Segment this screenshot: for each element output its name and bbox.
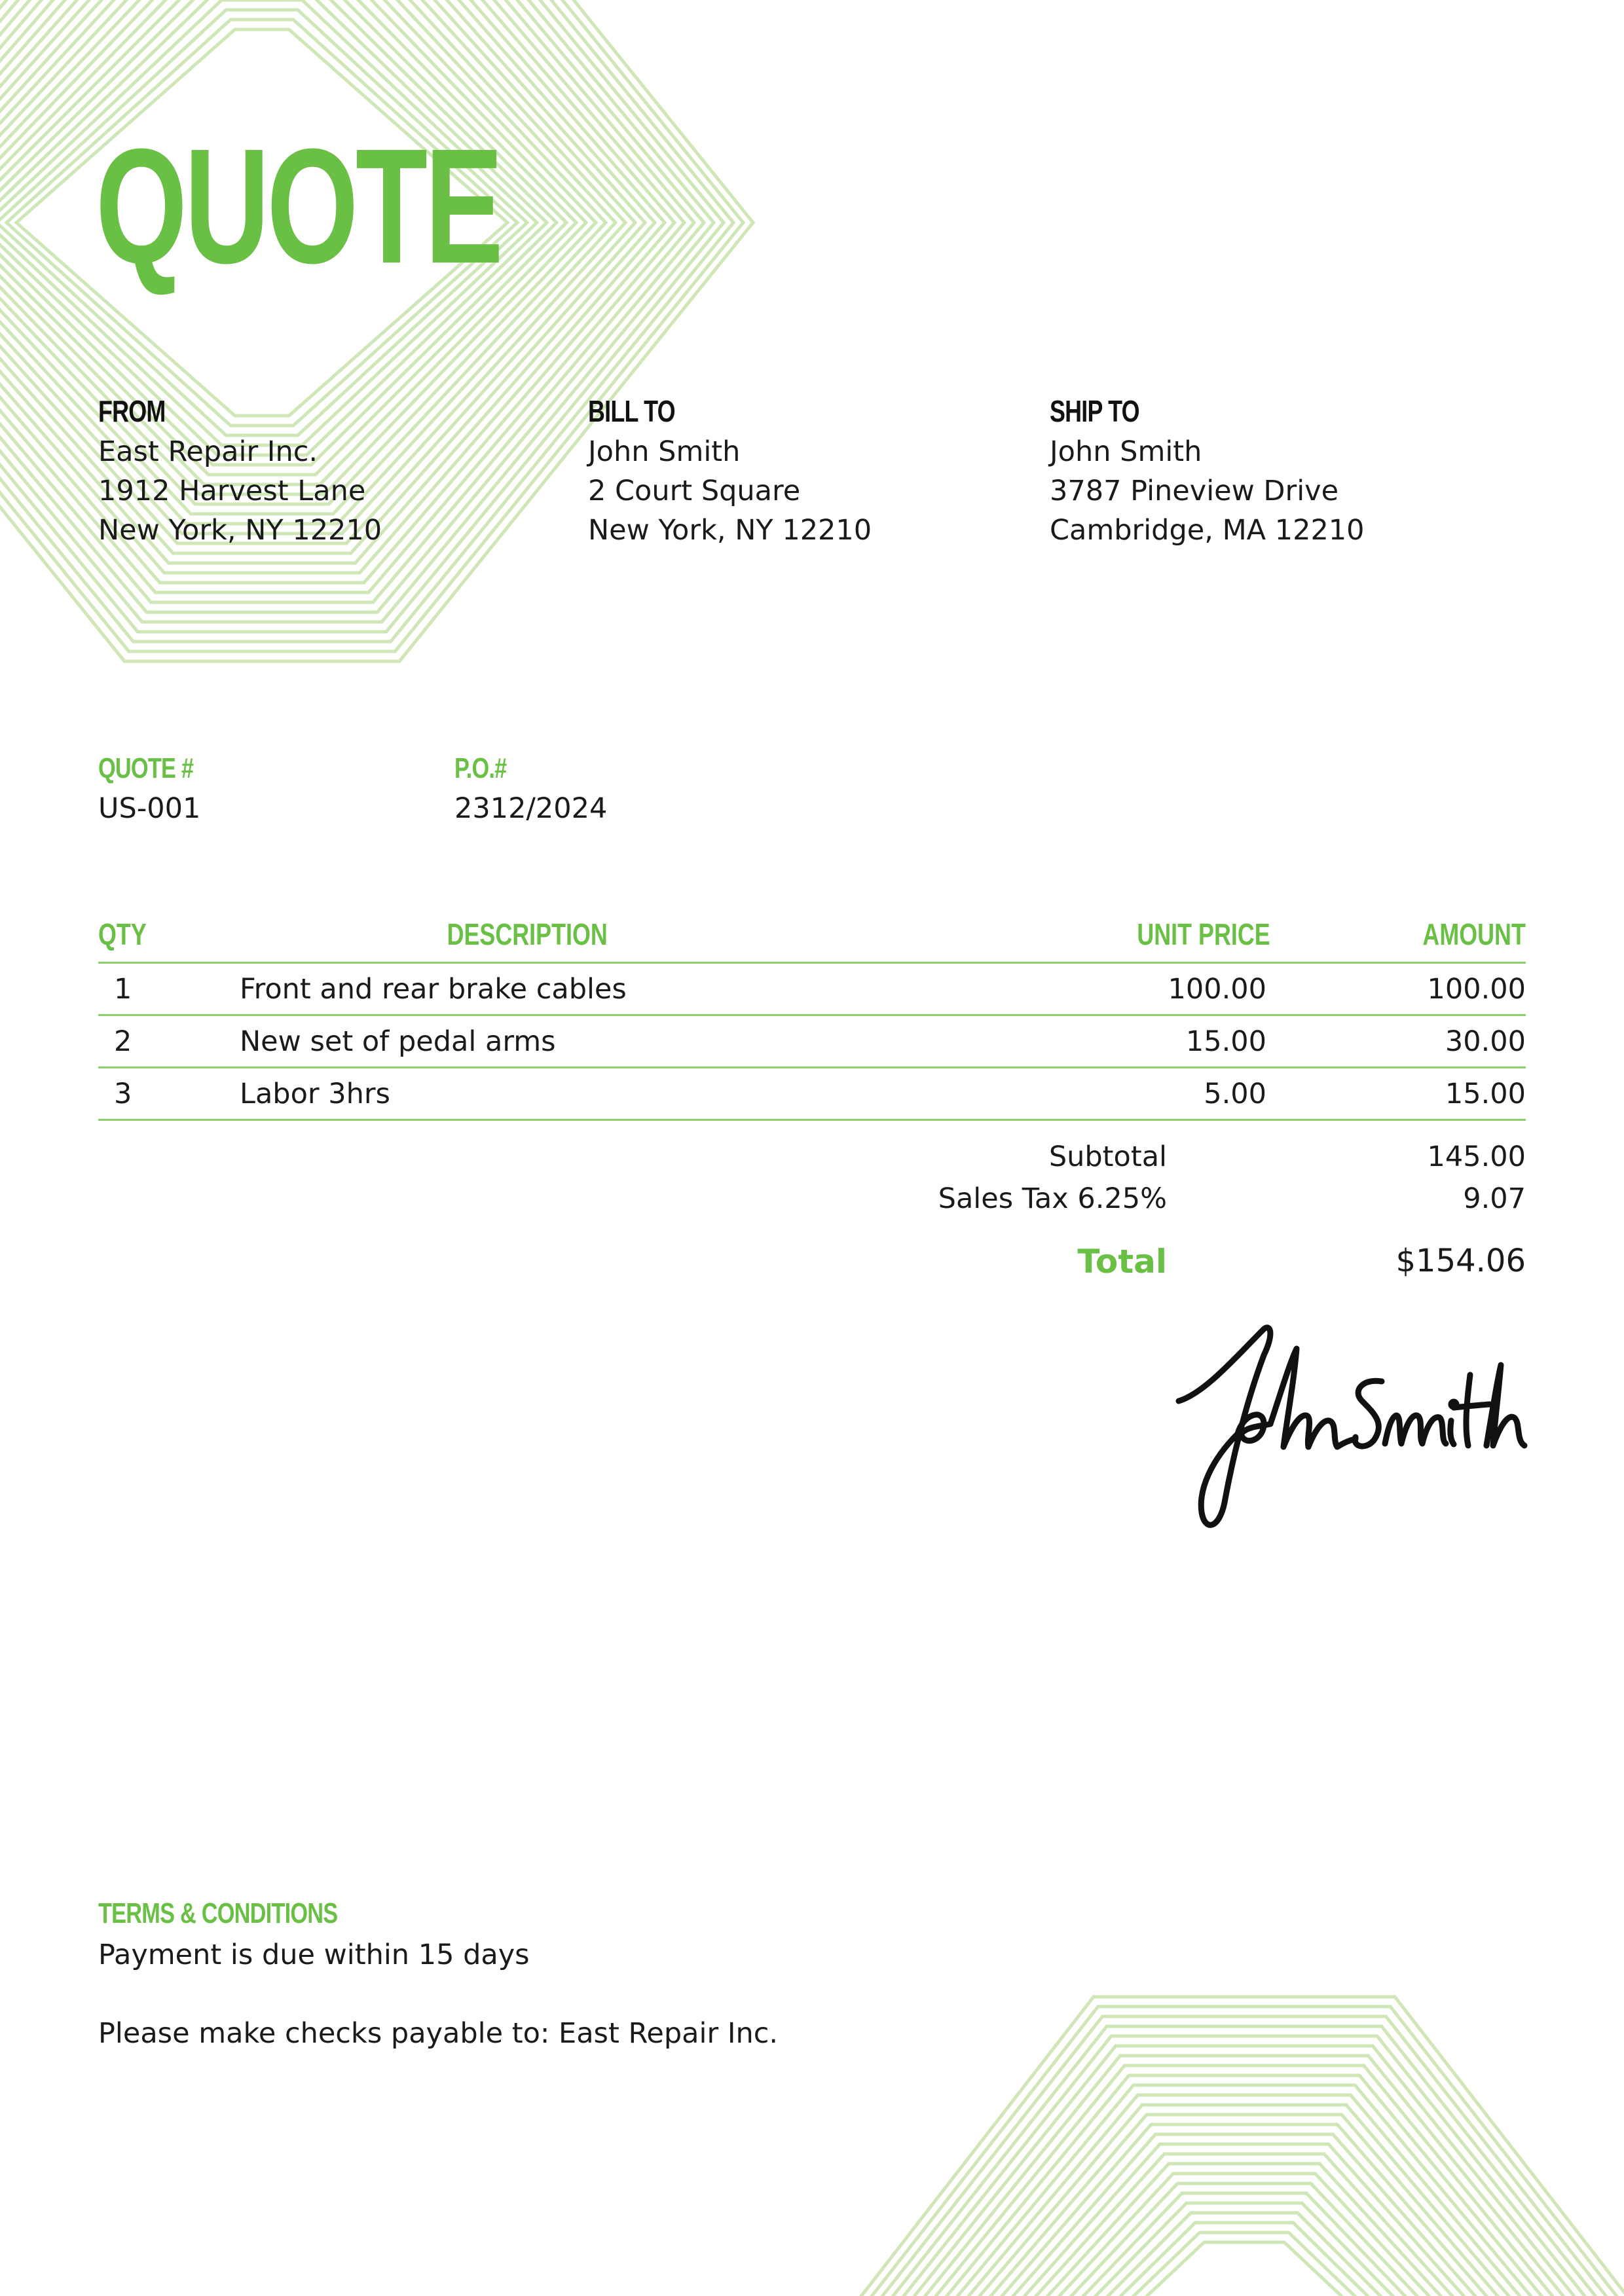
line-items-table [98,907,1526,1121]
ship-to-line-3: Cambridge, MA 12210 [1050,514,1365,547]
total-row [786,1243,1526,1285]
ship-to-block [1050,390,1469,550]
ship-to-line-2: 3787 Pineview Drive [1050,475,1339,507]
row-qty: 2 [98,1015,236,1068]
document-title: QUOTE [96,115,501,297]
bill-to-line-3: New York, NY 12210 [588,514,872,547]
row-qty: 3 [98,1068,236,1120]
terms-heading: TERMS & CONDITIONS [98,1897,338,1929]
terms-line-2: Please make checks payable to: East Repair Inc. [98,2017,779,2050]
quote-number-label: QUOTE # [98,752,194,784]
row-unit-price: 5.00 [819,1068,1270,1120]
bill-to-line-2: 2 Court Square [588,475,801,507]
row-amount: 15.00 [1270,1068,1526,1120]
row-description: Front and rear brake cables [236,963,819,1015]
subtotal-row [786,1140,1526,1182]
subtotal-value: 145.00 [1427,1140,1526,1173]
tax-label: Sales Tax 6.25% [938,1182,1167,1215]
po-number-value: 2312/2024 [454,792,608,825]
row-description: New set of pedal arms [236,1015,819,1068]
ship-to-heading: SHIP TO [1050,394,1139,428]
bill-to-heading: BILL TO [588,394,675,428]
table-row [98,963,1526,1015]
from-line-3: New York, NY 12210 [98,514,382,547]
bill-to-line-1: John Smith [588,435,741,468]
terms-line-1: Payment is due within 15 days [98,1939,530,1971]
quote-number-value: US-001 [98,792,201,825]
table-row [98,1068,1526,1120]
total-label: Total [1077,1243,1167,1281]
row-amount: 100.00 [1270,963,1526,1015]
row-unit-price: 15.00 [819,1015,1270,1068]
subtotal-label: Subtotal [1048,1140,1167,1173]
table-row [98,1015,1526,1068]
ship-to-line-1: John Smith [1050,435,1202,468]
from-line-2: 1912 Harvest Lane [98,475,366,507]
from-block [98,390,517,550]
hexagon-pattern-top [0,0,760,668]
terms-block [98,1892,851,2053]
table-header-row [98,907,1526,963]
tax-value: 9.07 [1463,1182,1526,1215]
amount-header: AMOUNT [1422,917,1526,951]
from-line-1: East Repair Inc. [98,435,318,468]
total-value: $154.06 [1395,1243,1526,1279]
from-heading: FROM [98,394,166,428]
row-qty: 1 [98,963,236,1015]
unit-price-header: UNIT PRICE [1137,917,1270,951]
quote-number-block [98,748,220,828]
row-unit-price: 100.00 [819,963,1270,1015]
row-description: Labor 3hrs [236,1068,819,1120]
description-header: DESCRIPTION [447,917,608,951]
bill-to-block [588,390,1007,550]
qty-header: QTY [98,917,147,951]
signature-image [1166,1316,1532,1539]
row-amount: 30.00 [1270,1015,1526,1068]
po-number-block [454,748,607,828]
tax-row [786,1182,1526,1224]
po-number-label: P.O.# [454,752,507,784]
